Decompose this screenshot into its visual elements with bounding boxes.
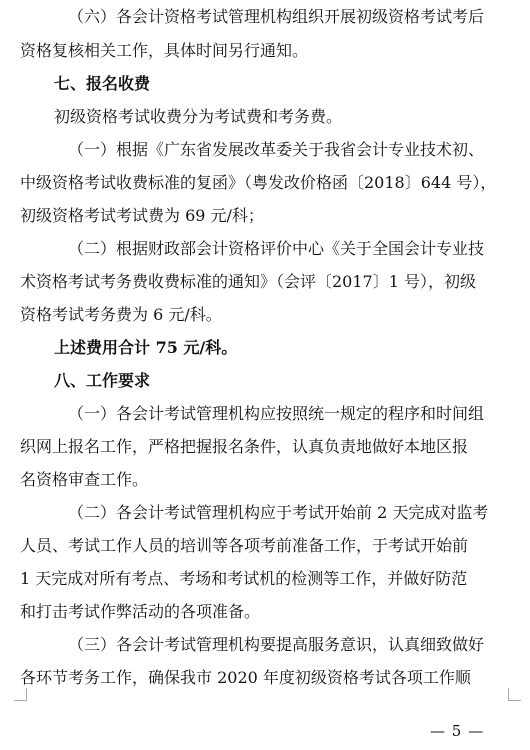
crop-mark-bottom-left [14,688,27,701]
section-heading-7: 七、报名收费 [54,74,151,93]
page-footer [0,722,530,750]
fee-item-1-line-3: 初级资格考试考试费为 69 元/科； [20,206,264,225]
requirement-2-line-1: （二）各会计考试管理机构应于考试开始前 2 天完成对监考 [68,503,489,522]
paragraph-6-line-1: （六）各会计资格考试管理机构组织开展初级资格考试考后 [68,7,485,26]
fee-item-1-line-2: 中级资格考试收费标准的复函》（粤发改价格函〔2018〕644 号）， [20,173,497,192]
fee-item-1-line-1: （一）根据《广东省发展改革委关于我省会计专业技术初、 [68,140,485,159]
section-heading-8: 八、工作要求 [54,371,151,390]
paragraph-6-line-2: 资格复核相关工作，具体时间另行通知。 [20,41,309,60]
requirement-2-line-3: 1 天完成对所有考点、考场和考试机的检测等工作，并做好防范 [20,569,468,588]
fee-intro-line: 初级资格考试收费分为考试费和考务费。 [54,107,343,126]
requirement-3-line-1: （三）各会计考试管理机构要提高服务意识，认真细致做好 [68,635,485,654]
requirement-3-line-2: 各环节考务工作，确保我市 2020 年度初级资格考试各项工作顺 [20,668,471,687]
crop-mark-bottom-right [508,688,521,701]
fee-item-2-line-2: 术资格考试考务费收费标准的通知》（会评〔2017〕1 号），初级 [20,272,476,291]
requirement-2-line-2: 人员、考试工作人员的培训等各项考前准备工作，于考试开始前 [20,536,469,555]
requirement-1-line-2: 织网上报名工作，严格把握报名条件，认真负责地做好本地区报 [20,437,469,456]
fee-item-2-line-1: （二）根据财政部会计资格评价中心《关于全国会计专业技 [68,239,485,258]
requirement-2-line-4: 和打击考试作弊活动的各项准备。 [20,602,261,621]
fee-item-2-line-3: 资格考试考务费为 6 元/科。 [20,305,222,324]
requirement-1-line-3: 名资格审查工作。 [20,470,149,489]
requirement-1-line-1: （一）各会计考试管理机构应按照统一规定的程序和时间组 [68,404,485,423]
page-number: — 5 — [430,722,485,740]
fee-total-line: 上述费用合计 75 元/科。 [54,338,238,357]
